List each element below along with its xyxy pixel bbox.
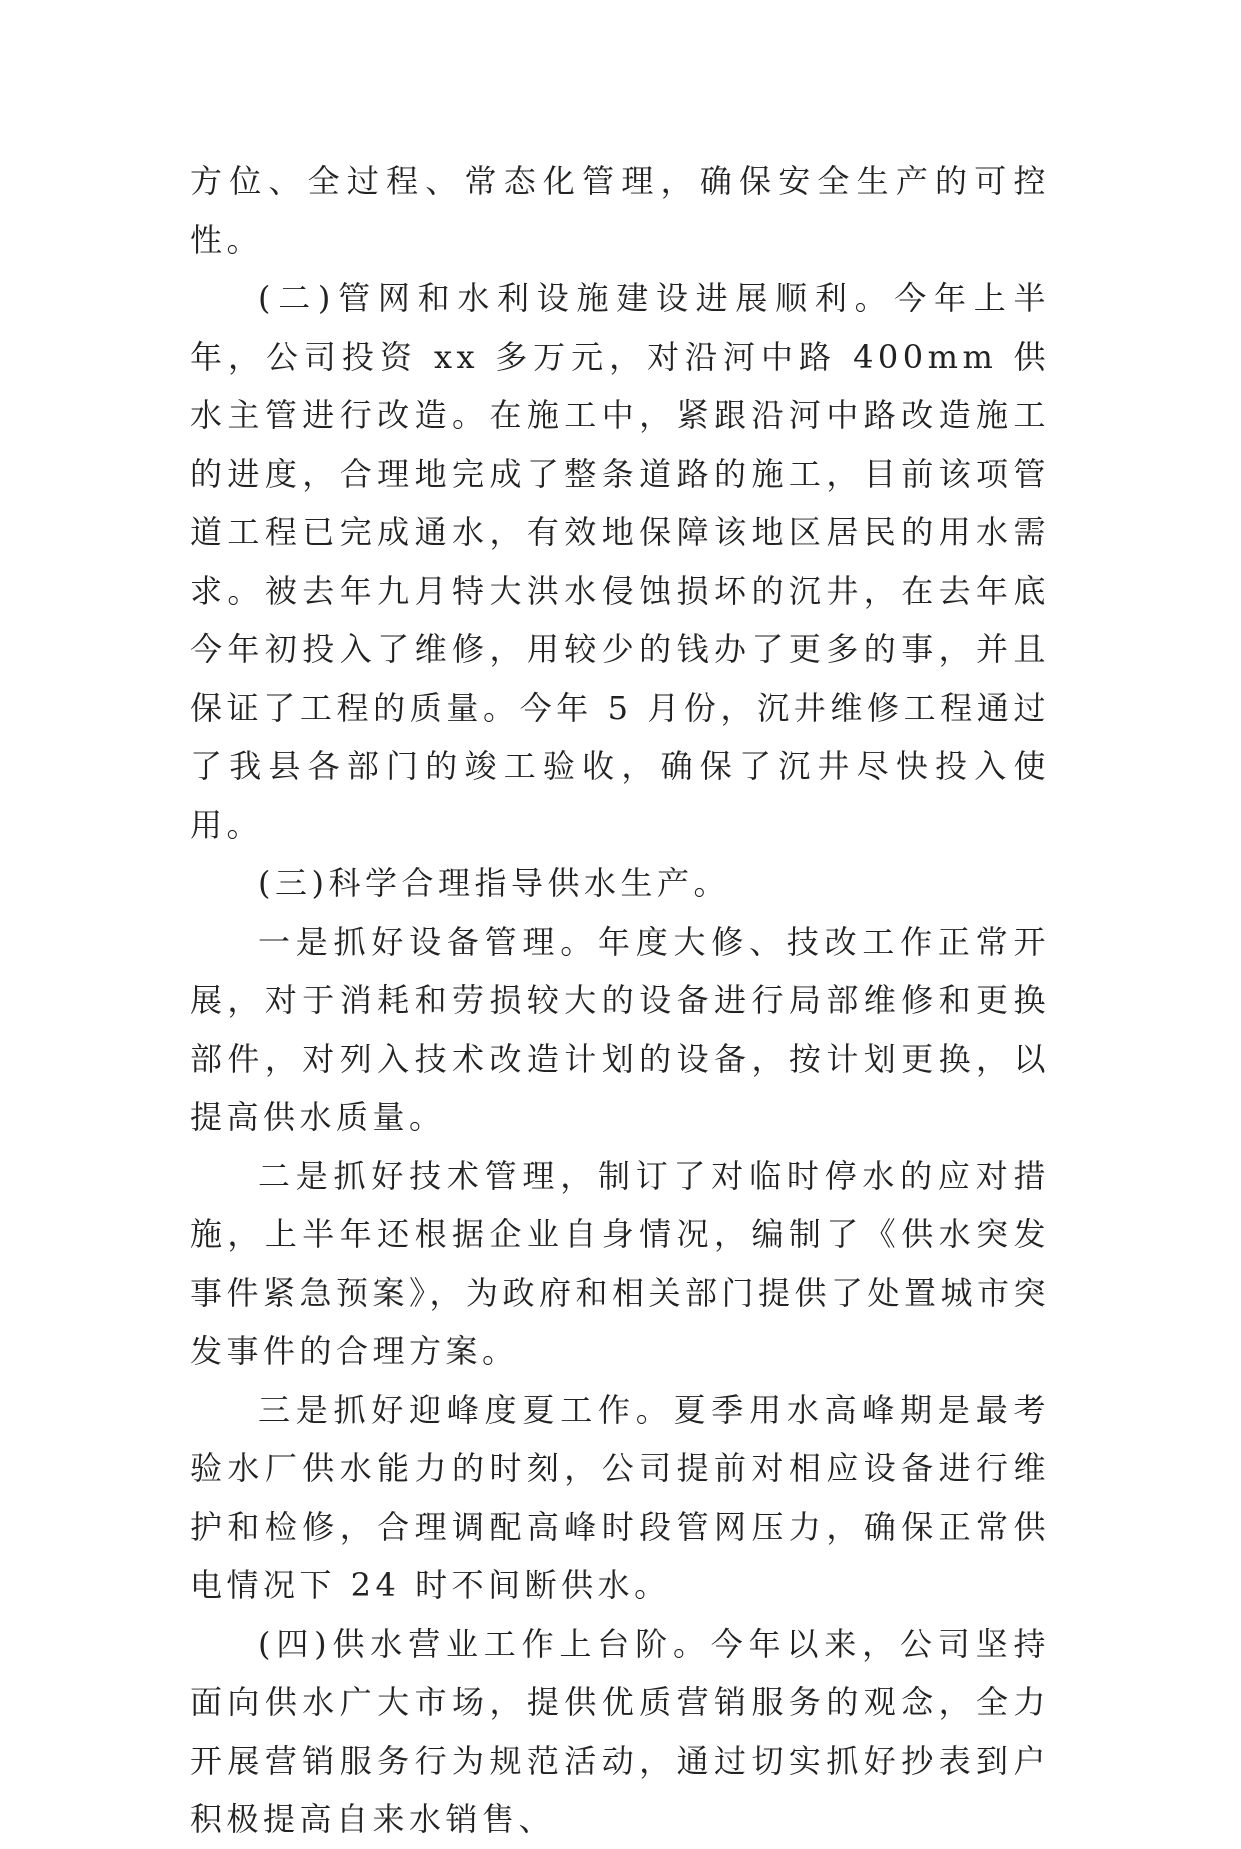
paragraph-business-work: (四)供水营业工作上台阶。今年以来，公司坚持面向供水广大市场，提供优质营销服务的观念，全力开展营销服务行为规范活动，通过切实抓好抄表到户积极提高自来水销售、	[190, 1624, 1050, 1838]
paragraph-continuation: 方位、全过程、常态化管理，确保安全生产的可控性。	[190, 162, 1050, 259]
paragraph-heading-water-production: (三)科学合理指导供水生产。	[258, 864, 730, 902]
paragraph-pipe-network: (二)管网和水利设施建设进展顺利。今年上半年，公司投资 xx 多万元，对沿河中路 400mm 供水主管进行改造。在施工中，紧跟沿河中路改造施工的进度，合理地完成了整条道路的施工，目前该项管道工程已完成通水，有效地保障该地区居民的用水需求。被去年九月特大洪水侵蚀损坏的沉井，在去年底今年初投入了维修，用较少的钱办了更多的事，并且保证了工程的质量。今年 5 月份，沉井维修工程通过了我县各部门的竣工验收，确保了沉井尽快投入使用。	[190, 279, 1050, 844]
paragraph-technical-management: 二是抓好技术管理，制订了对临时停水的应对措施，上半年还根据企业自身情况，编制了《供水突发事件紧急预案》，为政府和相关部门提供了处置城市突发事件的合理方案。	[190, 1156, 1051, 1370]
document-body	[190, 152, 1050, 1849]
paragraph-summer-peak: 三是抓好迎峰度夏工作。夏季用水高峰期是最考验水厂供水能力的时刻，公司提前对相应设备进行维护和检修，合理调配高峰时段管网压力，确保正常供电情况下 24 时不间断供水。	[190, 1390, 1050, 1604]
paragraph-equipment-management: 一是抓好设备管理。年度大修、技改工作正常开展，对于消耗和劳损较大的设备进行局部维修和更换部件，对列入技术改造计划的设备，按计划更换，以提高供水质量。	[190, 922, 1050, 1136]
